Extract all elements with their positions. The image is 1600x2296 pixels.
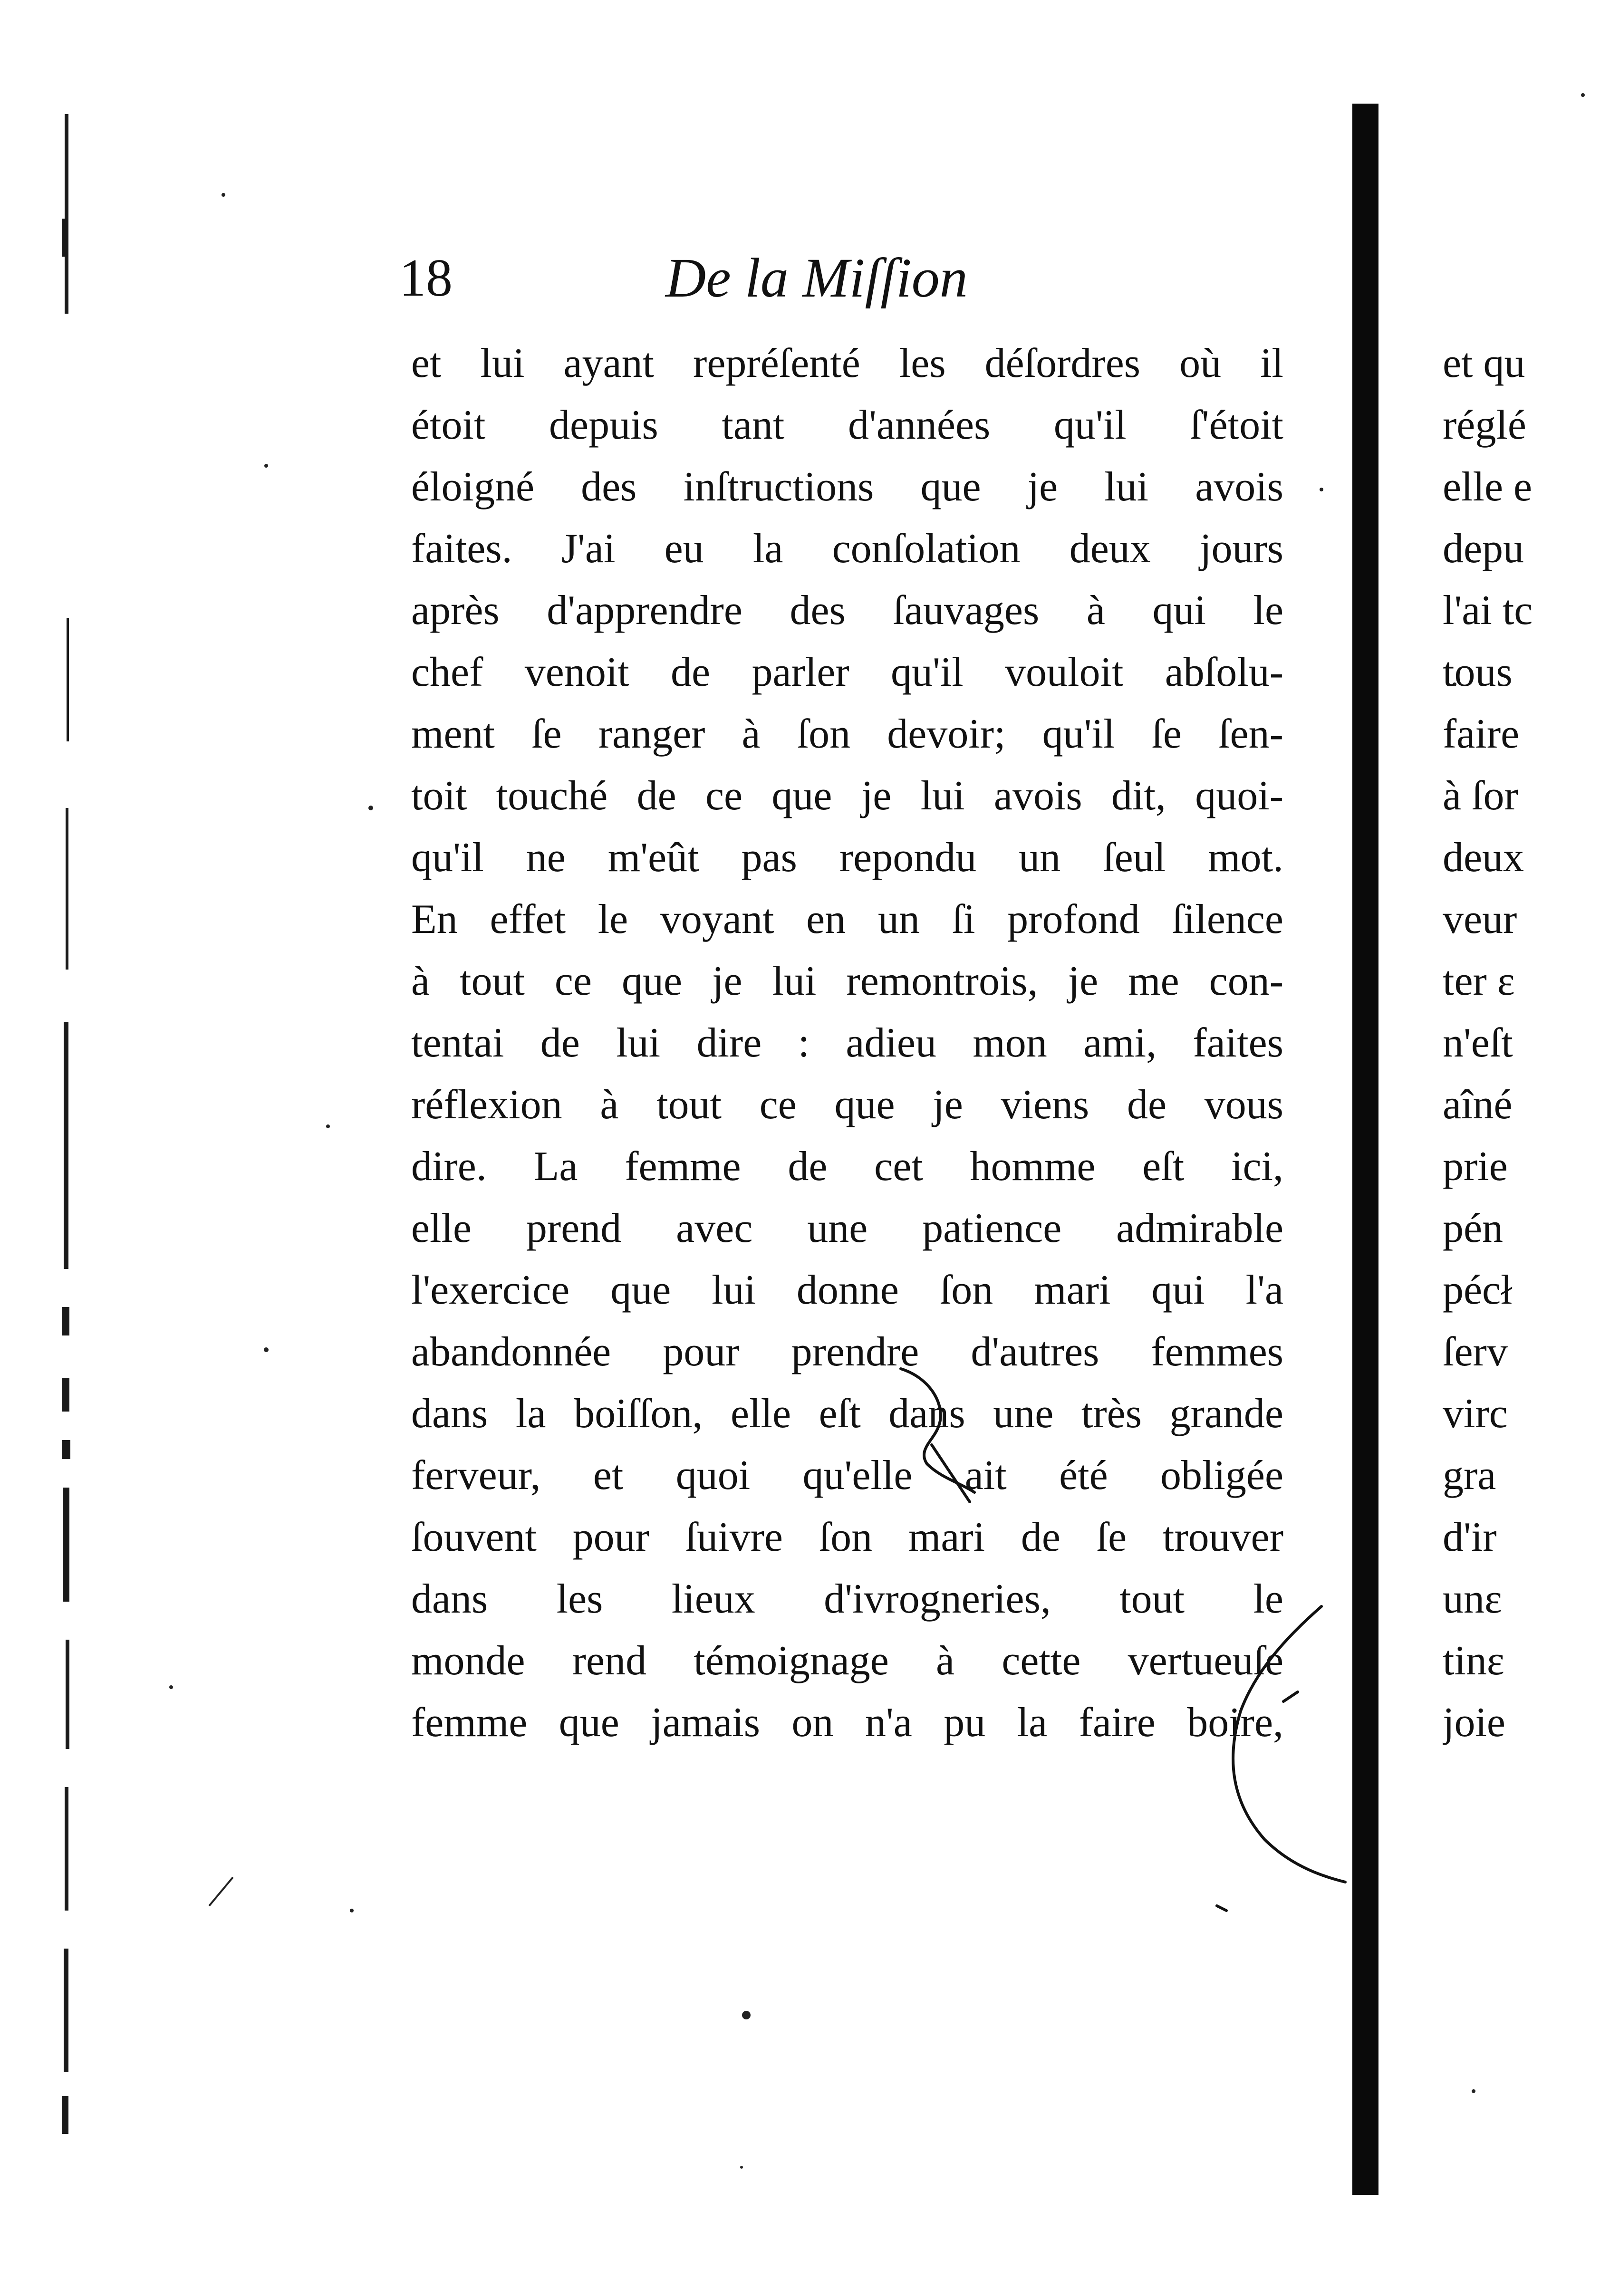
facing-line-2: réglé — [1443, 402, 1526, 448]
facing-line-21: unε — [1443, 1576, 1502, 1622]
facing-line-13: aîné — [1443, 1082, 1513, 1128]
text-line-13: réflexion à tout ce que je viens de vous — [411, 1082, 1283, 1128]
facing-line-23: joie — [1443, 1700, 1505, 1746]
left-gutter-binding-shadow — [48, 95, 86, 2196]
facing-line-16: pécł — [1443, 1267, 1513, 1313]
text-line-12: tentai de lui dire : adieu mon ami, faites — [411, 1020, 1283, 1066]
running-title: De la Miſſion — [665, 247, 968, 309]
text-line-5: après d'apprendre des ſauvages à qui le — [411, 587, 1283, 634]
text-line-16: l'exercice que lui donne ſon mari qui l'a — [411, 1267, 1283, 1313]
text-line-2: étoit depuis tant d'années qu'il ſ'étoit — [411, 402, 1283, 448]
facing-line-7: faire — [1443, 711, 1520, 757]
text-line-4: faites. J'ai eu la conſolation deux jours — [411, 526, 1283, 572]
page-number: 18 — [399, 249, 453, 307]
text-line-17: abandonnée pour prendre d'autres femmes — [411, 1329, 1283, 1375]
facing-page-edge — [1443, 333, 1600, 1754]
facing-line-17: ſerv — [1443, 1329, 1508, 1375]
facing-line-5: l'ai tc — [1443, 587, 1533, 634]
body-text — [411, 333, 1283, 1754]
text-line-6: chef venoit de parler qu'il vouloit abſolu- — [411, 649, 1283, 695]
facing-line-9: deux — [1443, 835, 1524, 881]
facing-line-3: elle e — [1443, 464, 1533, 510]
text-line-7: ment ſe ranger à ſon devoir; qu'il ſe ſen- — [411, 711, 1283, 757]
facing-line-22: tinε — [1443, 1638, 1504, 1684]
text-line-21: dans les lieux d'ivrogneries, tout le — [411, 1576, 1283, 1622]
text-line-22: monde rend témoignage à cette vertueuſe — [411, 1638, 1283, 1684]
facing-line-15: pén — [1443, 1205, 1504, 1251]
text-line-11: à tout ce que je lui remontrois, je me con- — [411, 958, 1283, 1004]
facing-line-8: à ſor — [1443, 773, 1518, 819]
facing-line-4: depu — [1443, 526, 1524, 572]
facing-line-1: et qu — [1443, 340, 1525, 386]
text-line-23: femme que jamais on n'a pu la faire boire, — [411, 1700, 1283, 1746]
text-line-15: elle prend avec une patience admirable — [411, 1205, 1283, 1251]
facing-line-11: ter ε — [1443, 958, 1515, 1004]
text-line-1: et lui ayant repréſenté les déſordres où il — [411, 340, 1283, 386]
text-line-9: qu'il ne m'eût pas repondu un ſeul mot. — [411, 835, 1283, 881]
facing-line-20: d'ir — [1443, 1514, 1497, 1560]
facing-line-12: n'eſt — [1443, 1020, 1513, 1066]
page-header — [399, 238, 1302, 323]
facing-line-14: prie — [1443, 1143, 1508, 1190]
text-line-10: En effet le voyant en un ſi profond ſilence — [411, 896, 1283, 942]
text-line-8: toit touché de ce que je lui avois dit, quoi- — [411, 773, 1283, 819]
binding-gutter-bar — [1352, 104, 1378, 2195]
facing-line-19: gra — [1443, 1452, 1496, 1499]
text-line-14: dire. La femme de cet homme eſt ici, — [411, 1143, 1283, 1190]
text-line-19: ferveur, et quoi qu'elle ait été obligée — [411, 1452, 1283, 1499]
text-line-3: éloigné des inſtructions que je lui avois — [411, 464, 1283, 510]
facing-line-6: tous — [1443, 649, 1513, 695]
text-line-18: dans la boiſſon, elle eſt dans une très grande — [411, 1391, 1283, 1437]
facing-line-10: veur — [1443, 896, 1517, 942]
facing-line-18: virc — [1443, 1391, 1508, 1437]
text-line-20: ſouvent pour ſuivre ſon mari de ſe trouver — [411, 1514, 1283, 1560]
